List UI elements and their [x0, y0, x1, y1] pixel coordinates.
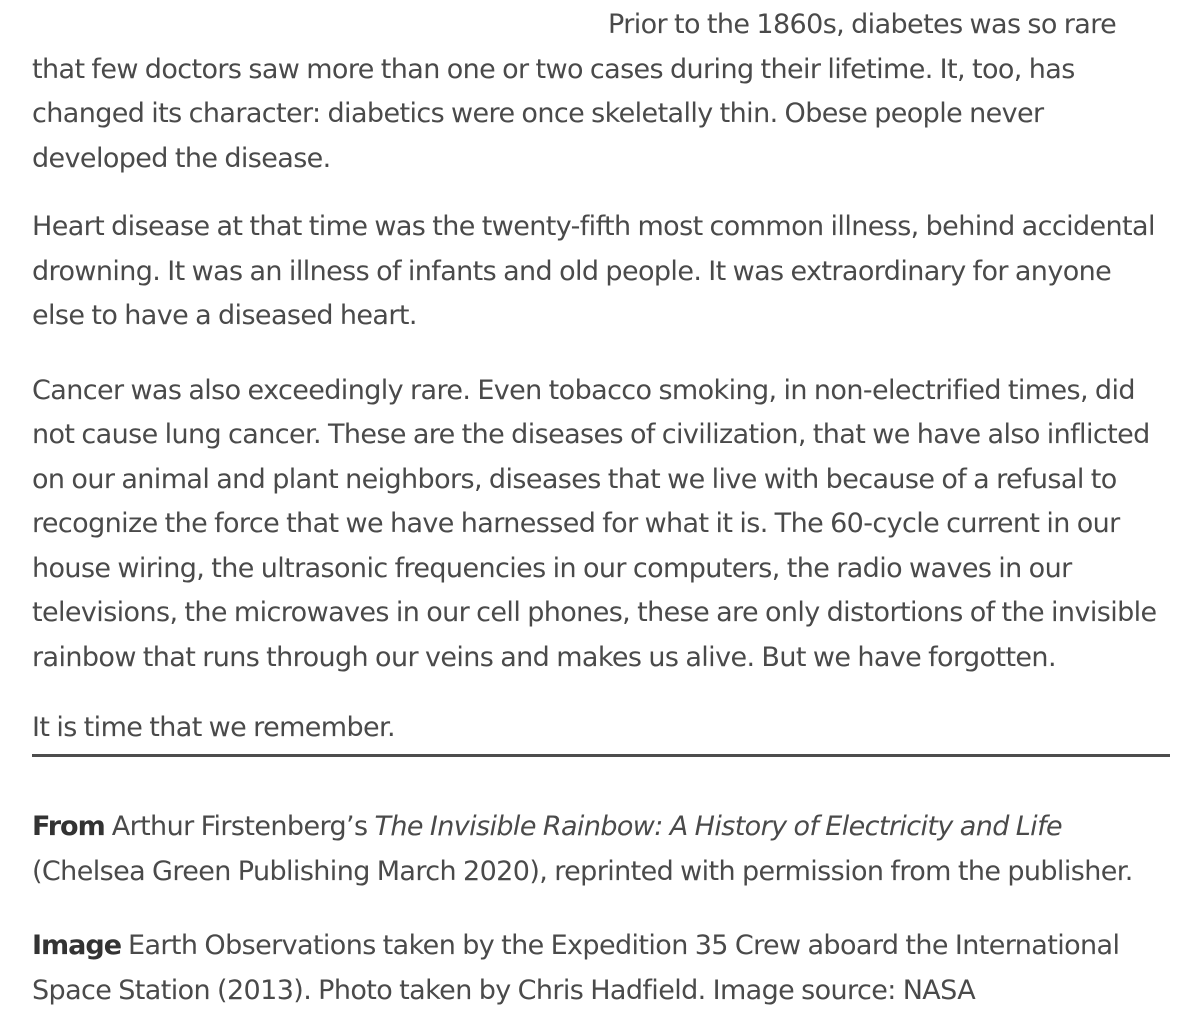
paragraph-diabetes: Prior to the 1860s, diabetes was so rare that few doctors saw more than one or two cases during their lifetime. It, too, has changed its character: diabetics were once skeletally thin. Obese people never developed the disease.: [32, 9, 1117, 174]
image-credit-text: Earth Observations taken by the Expedition 35 Crew aboard the International Space Station (2013). Photo taken by Chris Hadfield. Image source: NASA: [32, 930, 1120, 1006]
source-credit-author: Arthur Firstenberg’s: [111, 811, 368, 842]
article-body: [32, 0, 1170, 751]
image-credit-label: Image: [32, 930, 122, 961]
source-credit-details: (Chelsea Green Publishing March 2020), reprinted with permission from the publisher.: [32, 855, 1133, 887]
source-credit: [32, 805, 1170, 894]
paragraph-closing: It is time that we remember.: [32, 712, 396, 743]
image-credit: [32, 924, 1170, 1013]
paragraph-heart-disease: Heart disease at that time was the twenty-fifth most common illness, behind accidental drowning. It was an illness of infants and old people. It was extraordinary for anyone else to have a diseased heart.: [32, 211, 1155, 331]
book-title: The Invisible Rainbow: A History of Electricity and Life: [374, 811, 1063, 842]
section-divider: [32, 754, 1170, 757]
credits-section: [32, 805, 1170, 1013]
source-credit-label: From: [32, 811, 105, 842]
paragraph-cancer: Cancer was also exceedingly rare. Even tobacco smoking, in non-electrified times, did not cause lung cancer. These are the diseases of civilization, that we have also inflicted on our animal and plant neighbors, diseases that we live with because of a refusal to recognize the force that we have harnessed for what it is. The 60-cycle current in our house wiring, the ultrasonic frequencies in our computers, the radio waves in our televisions, the microwaves in our cell phones, these are only distortions of the invisible rainbow that runs through our veins and makes us alive. But we have forgotten.: [32, 374, 1157, 673]
